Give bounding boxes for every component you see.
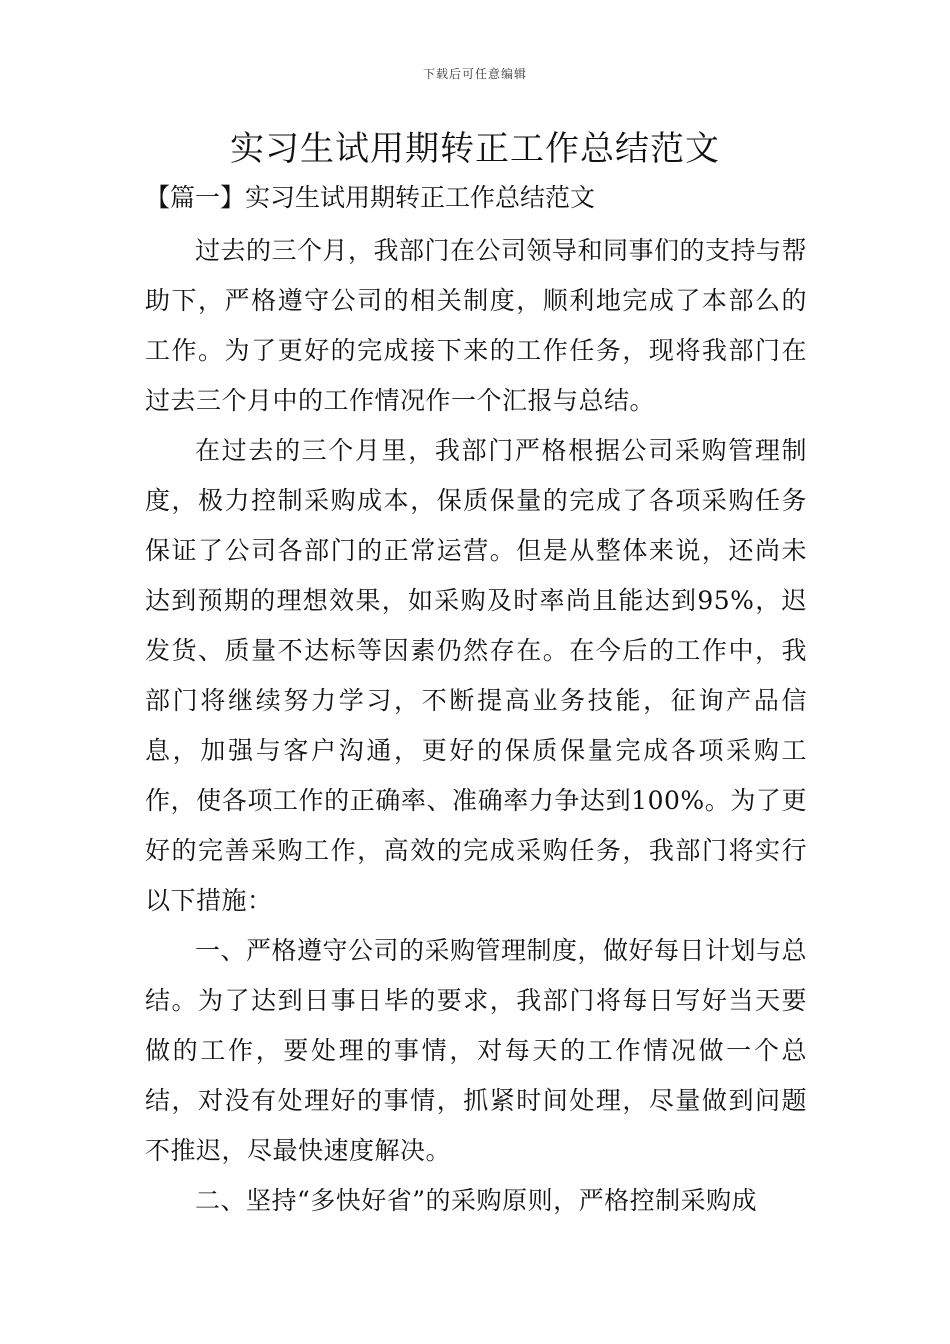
paragraph-2: 在过去的三个月里，我部门严格根据公司采购管理制度，极力控制采购成本，保质保量的完成了各项采购任务保证了公司各部门的正常运营。但是从整体来说，还尚未达到预期的理想效果，如采购及时率尚且能达到95%，迟发货、质量不达标等因素仍然存在。在今后的工作中，我部门将继续努力学习，不断提高业务技能，征询产品信息，加强与客户沟通，更好的保质保量完成各项采购工作，使各项工作的正确率、准确率力争达到100%。为了更好的完善采购工作，高效的完成采购任务，我部门将实行以下措施： (145, 436, 807, 915)
section-heading: 【篇一】实习生试用期转正工作总结范文 (145, 183, 596, 212)
header-note: 下载后可任意编辑 (422, 67, 527, 81)
paragraph-3: 一、严格遵守公司的采购管理制度，做好每日计划与总结。为了达到日事日毕的要求，我部门将每日写好当天要做的工作，要处理的事情，对每天的工作情况做一个总结，对没有处理好的事情，抓紧时间处理，尽量做到问题不推迟，尽最快速度解决。 (145, 936, 808, 1165)
paragraph-4: 二、坚持“多快好省”的采购原则，严格控制采购成 (195, 1186, 758, 1215)
paragraph-1: 过去的三个月，我部门在公司领导和同事们的支持与帮助下，严格遵守公司的相关制度，顺利地完成了本部么的工作。为了更好的完成接下来的工作任务，现将我部门在过去三个月中的工作情况作一个汇报与总结。 (145, 236, 808, 415)
document-title: 实习生试用期转正工作总结范文 (230, 129, 720, 169)
document-body (145, 226, 807, 1226)
